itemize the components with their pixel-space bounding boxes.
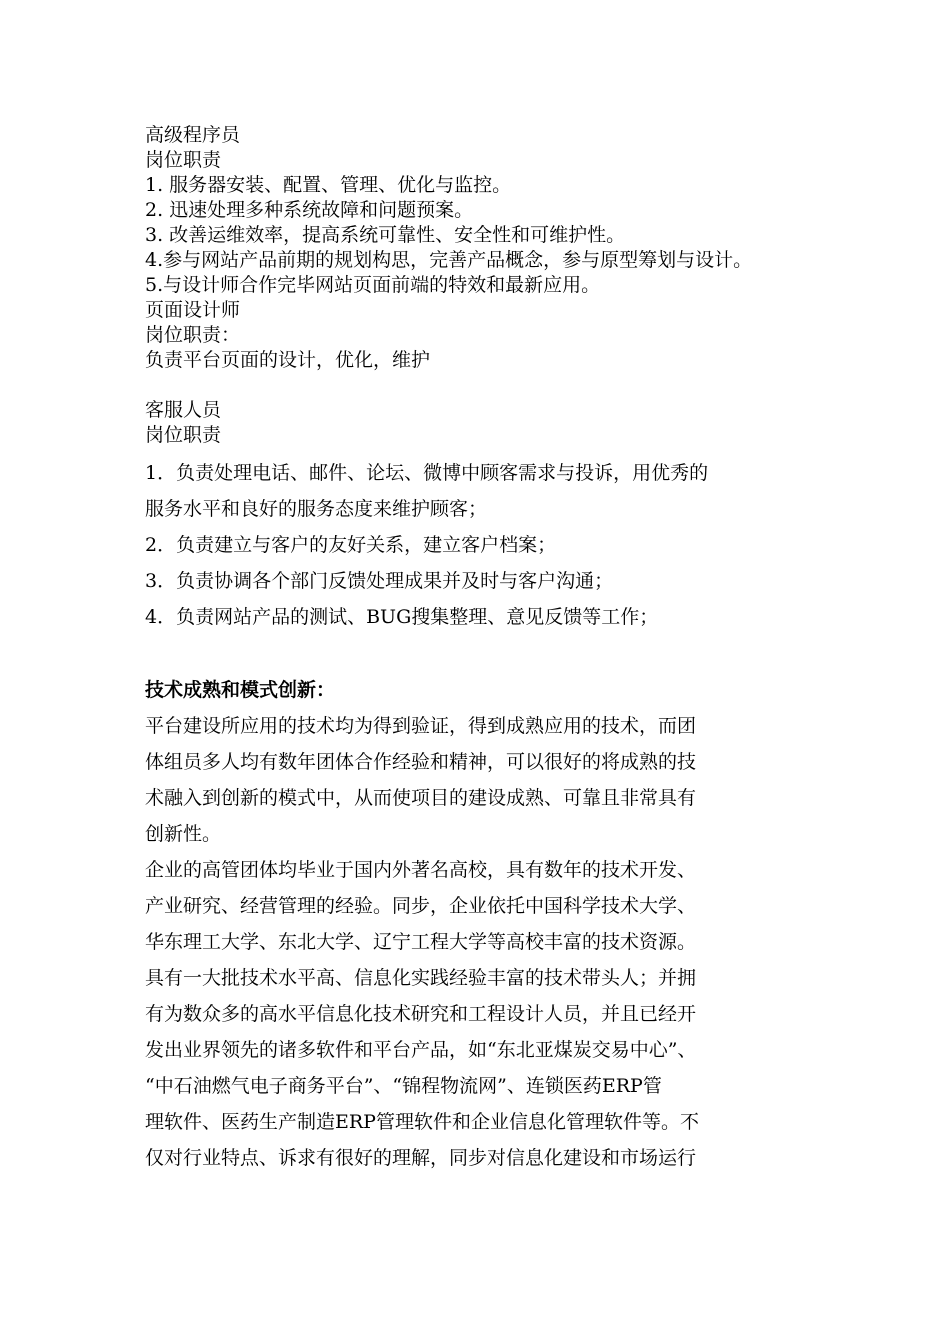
service-title: 客服人员 (145, 399, 222, 421)
paragraph-line: 有为数众多的高水平信息化技术研究和工程设计人员，并且已经开 (145, 1003, 697, 1025)
paragraph-line: 产业研究、经营管理的经验。同步，企业依托中国科学技术大学、 (145, 895, 697, 917)
programmer-title: 高级程序员 (145, 124, 241, 146)
service-duty-line: 2．负责建立与客户的友好关系，建立客户档案； (145, 534, 557, 556)
service-duty-line: 3．负责协调各个部门反馈处理成果并及时与客户沟通； (145, 570, 614, 592)
paragraph-line: 创新性。 (145, 823, 222, 845)
tech-paragraph-1 (145, 708, 825, 852)
programmer-duties-label: 岗位职责 (145, 149, 222, 171)
document-page (145, 123, 825, 1176)
programmer-duty-2: 2. 迅速处理多种系统故障和问题预案。 (145, 199, 474, 221)
designer-title: 页面设计师 (145, 299, 241, 321)
service-duty-line: 1．负责处理电话、邮件、论坛、微博中顾客需求与投诉，用优秀的 (145, 462, 709, 484)
programmer-duty-5: 5.与设计师合作完毕网站页面前端的特效和最新应用。 (145, 274, 601, 296)
programmer-duty-4: 4.参与网站产品前期的规划构思，完善产品概念，参与原型筹划与设计。 (145, 249, 753, 271)
service-duties-label: 岗位职责 (145, 424, 222, 446)
paragraph-line: 平台建设所应用的技术均为得到验证，得到成熟应用的技术，而团 (145, 715, 697, 737)
programmer-duty-1: 1. 服务器安装、配置、管理、优化与监控。 (145, 174, 512, 196)
service-duty-line: 服务水平和良好的服务态度来维护顾客； (145, 498, 488, 520)
programmer-duty-3: 3. 改善运维效率，提高系统可靠性、安全性和可维护性。 (145, 224, 626, 246)
service-section (145, 398, 825, 635)
paragraph-line: 体组员多人均有数年团体合作经验和精神，可以很好的将成熟的技 (145, 751, 697, 773)
paragraph-line: 理软件、医药生产制造ERP管理软件和企业信息化管理软件等。不 (145, 1111, 699, 1133)
paragraph-line: 企业的高管团体均毕业于国内外著名高校，具有数年的技术开发、 (145, 859, 697, 881)
paragraph-line: 华东理工大学、东北大学、辽宁工程大学等高校丰富的技术资源。 (145, 931, 697, 953)
service-duty-line: 4．负责网站产品的测试、BUG搜集整理、意见反馈等工作； (145, 606, 659, 628)
spacer (145, 373, 825, 398)
designer-duties-label: 岗位职责： (145, 324, 241, 346)
service-duty-list (145, 455, 825, 635)
tech-heading: 技术成熟和模式创新： (145, 679, 336, 701)
paragraph-line: “中石油燃气电子商务平台”、“锦程物流网”、连锁医药ERP管 (145, 1075, 662, 1097)
tech-paragraph-2 (145, 852, 825, 1176)
designer-duty: 负责平台页面的设计，优化，维护 (145, 349, 431, 371)
paragraph-line: 仅对行业特点、诉求有很好的理解，同步对信息化建设和市场运行 (145, 1147, 697, 1169)
paragraph-line: 发出业界领先的诸多软件和平台产品，如“东北亚煤炭交易中心”、 (145, 1039, 697, 1061)
designer-section (145, 298, 825, 373)
tech-section (145, 672, 825, 1176)
paragraph-line: 具有一大批技术水平高、信息化实践经验丰富的技术带头人；并拥 (145, 967, 697, 989)
paragraph-line: 术融入到创新的模式中，从而使项目的建设成熟、可靠且非常具有 (145, 787, 697, 809)
programmer-section (145, 123, 825, 298)
